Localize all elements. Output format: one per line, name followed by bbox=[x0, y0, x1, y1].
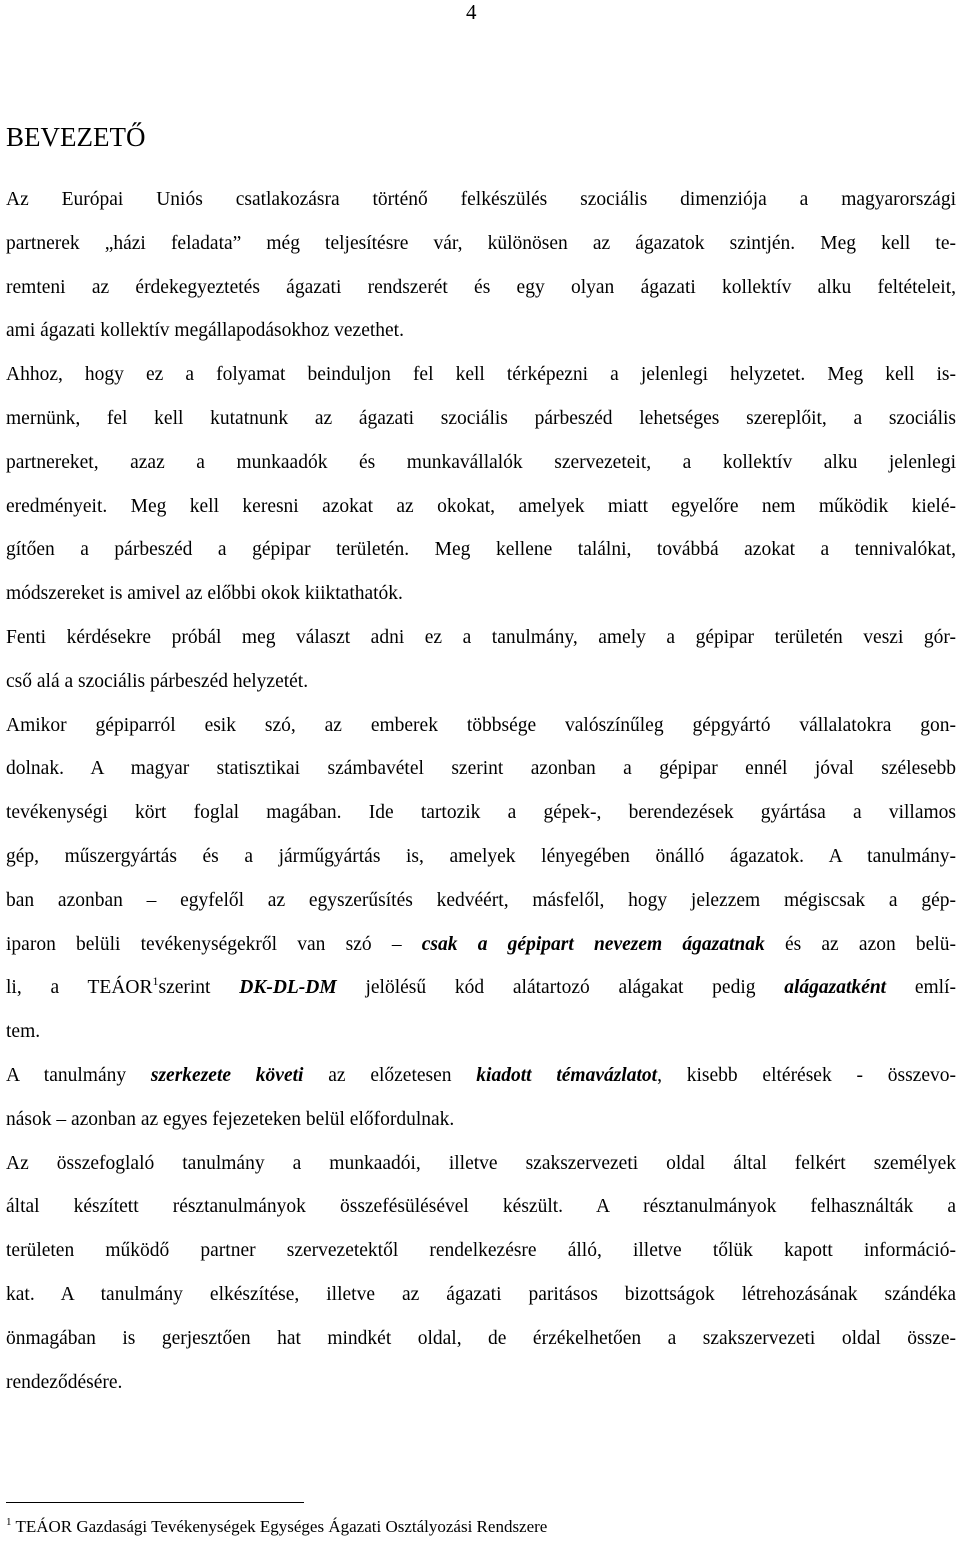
text-run: , kisebb eltérések - összevo- bbox=[657, 1064, 956, 1086]
footnote-reference[interactable]: 1 bbox=[152, 974, 159, 989]
emphasis-text: csak a gépipart nevezem ágazatnak bbox=[421, 933, 765, 955]
emphasis-text: alágazatként bbox=[784, 977, 887, 999]
text-run: iparon belüli tevékenységekről van szó – bbox=[6, 933, 422, 955]
text-line: Az összefoglaló tanulmány a munkaadói, illetve szakszervezeti oldal által felkért személyek bbox=[6, 1152, 956, 1174]
text-line: Fenti kérdésekre próbál meg választ adni ez a tanulmány, amely a gépipar területén veszi gór- bbox=[6, 626, 956, 648]
text-line: partnereket, azaz a munkaadók és munkavállalók szervezeteit, a kollektív alku jelenlegi bbox=[6, 451, 956, 473]
text-line: Ahhoz, hogy ez a folyamat beinduljon fel kell térképezni a jelenlegi helyzetet. Meg kell is- bbox=[6, 364, 956, 386]
body-text bbox=[6, 178, 956, 1404]
text-line: kat. A tanulmány elkészítése, illetve az ágazati paritásos bizottságok létrehozásának szándéka bbox=[6, 1283, 956, 1305]
text-line: önmagában is gerjesztően hat mindkét oldal, de érzékelhetően a szakszervezeti oldal össze- bbox=[6, 1327, 956, 1349]
paragraph-3 bbox=[6, 616, 956, 704]
text-line: mernünk, fel kell kutatnunk az ágazati szociális párbeszéd lehetséges szereplőit, a szociális bbox=[6, 407, 956, 429]
text-line: rendeződésére. bbox=[6, 1371, 123, 1393]
text-line: eredményeit. Meg kell keresni azokat az okokat, amelyek miatt egyelőre nem működik kielé- bbox=[6, 495, 956, 517]
page-number: 4 bbox=[466, 0, 477, 24]
paragraph-1 bbox=[6, 178, 956, 353]
text-run: A tanulmány bbox=[6, 1064, 151, 1086]
text-run: jelölésű kód alátartozó alágakat pedig bbox=[336, 977, 785, 999]
paragraph-5 bbox=[6, 1054, 956, 1142]
text-line: által készített résztanulmányok összefésülésével készült. A résztanulmányok felhasználták a bbox=[6, 1196, 956, 1218]
text-line: gép, műszergyártás és a járműgyártás is, amelyek lényegében önálló ágazatok. A tanulmány- bbox=[6, 845, 956, 867]
text-run: az előzetesen bbox=[303, 1064, 477, 1086]
text-run: li, a TEÁOR bbox=[6, 977, 153, 999]
text-line: területen működő partner szervezetektől rendelkezésre álló, illetve tőlük kapott információ- bbox=[6, 1240, 956, 1262]
section-heading: BEVEZETŐ bbox=[6, 122, 146, 152]
text-line bbox=[6, 966, 956, 1010]
text-line: módszereket is amivel az előbbi okok kiiktathatók. bbox=[6, 583, 403, 605]
paragraph-6 bbox=[6, 1142, 956, 1405]
text-line: nások – azonban az egyes fejezeteken belül előfordulnak. bbox=[6, 1108, 455, 1130]
paragraph-4 bbox=[6, 704, 956, 1054]
footnote bbox=[6, 1516, 547, 1538]
text-line: ami ágazati kollektív megállapodásokhoz vezethet. bbox=[6, 320, 404, 342]
emphasis-text: kiadott témavázlatot bbox=[476, 1064, 658, 1086]
text-line: Amikor gépiparról esik szó, az emberek többsége valószínűleg gépgyártó vállalatokra gon- bbox=[6, 714, 956, 736]
text-line: Az Európai Uniós csatlakozásra történő felkészülés szociális dimenziója a magyarországi bbox=[6, 189, 956, 210]
paragraph-2 bbox=[6, 353, 956, 616]
emphasis-text: DK-DL-DM bbox=[239, 977, 337, 999]
text-line: dolnak. A magyar statisztikai számbavétel szerint azonban a gépipar ennél jóval szélesebb bbox=[6, 758, 956, 780]
text-line: remteni az érdekegyeztetés ágazati rendszerét és egy olyan ágazati kollektív alku feltételeit, bbox=[6, 276, 956, 298]
emphasis-text: szerkezete követi bbox=[150, 1064, 304, 1086]
text-line: gítően a párbeszéd a gépipar területén. Meg kellene találni, továbbá azokat a tennivalókat, bbox=[6, 539, 956, 561]
footnote-divider bbox=[6, 1502, 304, 1503]
text-line: cső alá a szociális párbeszéd helyzetét. bbox=[6, 670, 309, 692]
text-run: emlí- bbox=[886, 977, 956, 999]
text-line bbox=[6, 1054, 956, 1098]
footnote-marker: 1 bbox=[6, 1516, 12, 1528]
text-run: szerint bbox=[158, 977, 240, 999]
text-line: partnerek „házi feladata” még teljesítésre vár, különösen az ágazatok szintjén. Meg kell te- bbox=[6, 232, 956, 254]
text-line: tevékenységi kört foglal magában. Ide tartozik a gépek-, berendezések gyártása a villamos bbox=[6, 802, 956, 824]
text-line: tem. bbox=[6, 1021, 41, 1043]
text-line bbox=[6, 923, 956, 967]
text-line: ban azonban – egyfelől az egyszerűsítés kedvéért, másfelől, hogy jelezzem mégiscsak a gép- bbox=[6, 889, 956, 911]
text-run: és az azon belü- bbox=[764, 933, 956, 955]
footnote-text: TEÁOR Gazdasági Tevékenységek Egységes Ágazati Osztályozási Rendszere bbox=[11, 1517, 548, 1536]
